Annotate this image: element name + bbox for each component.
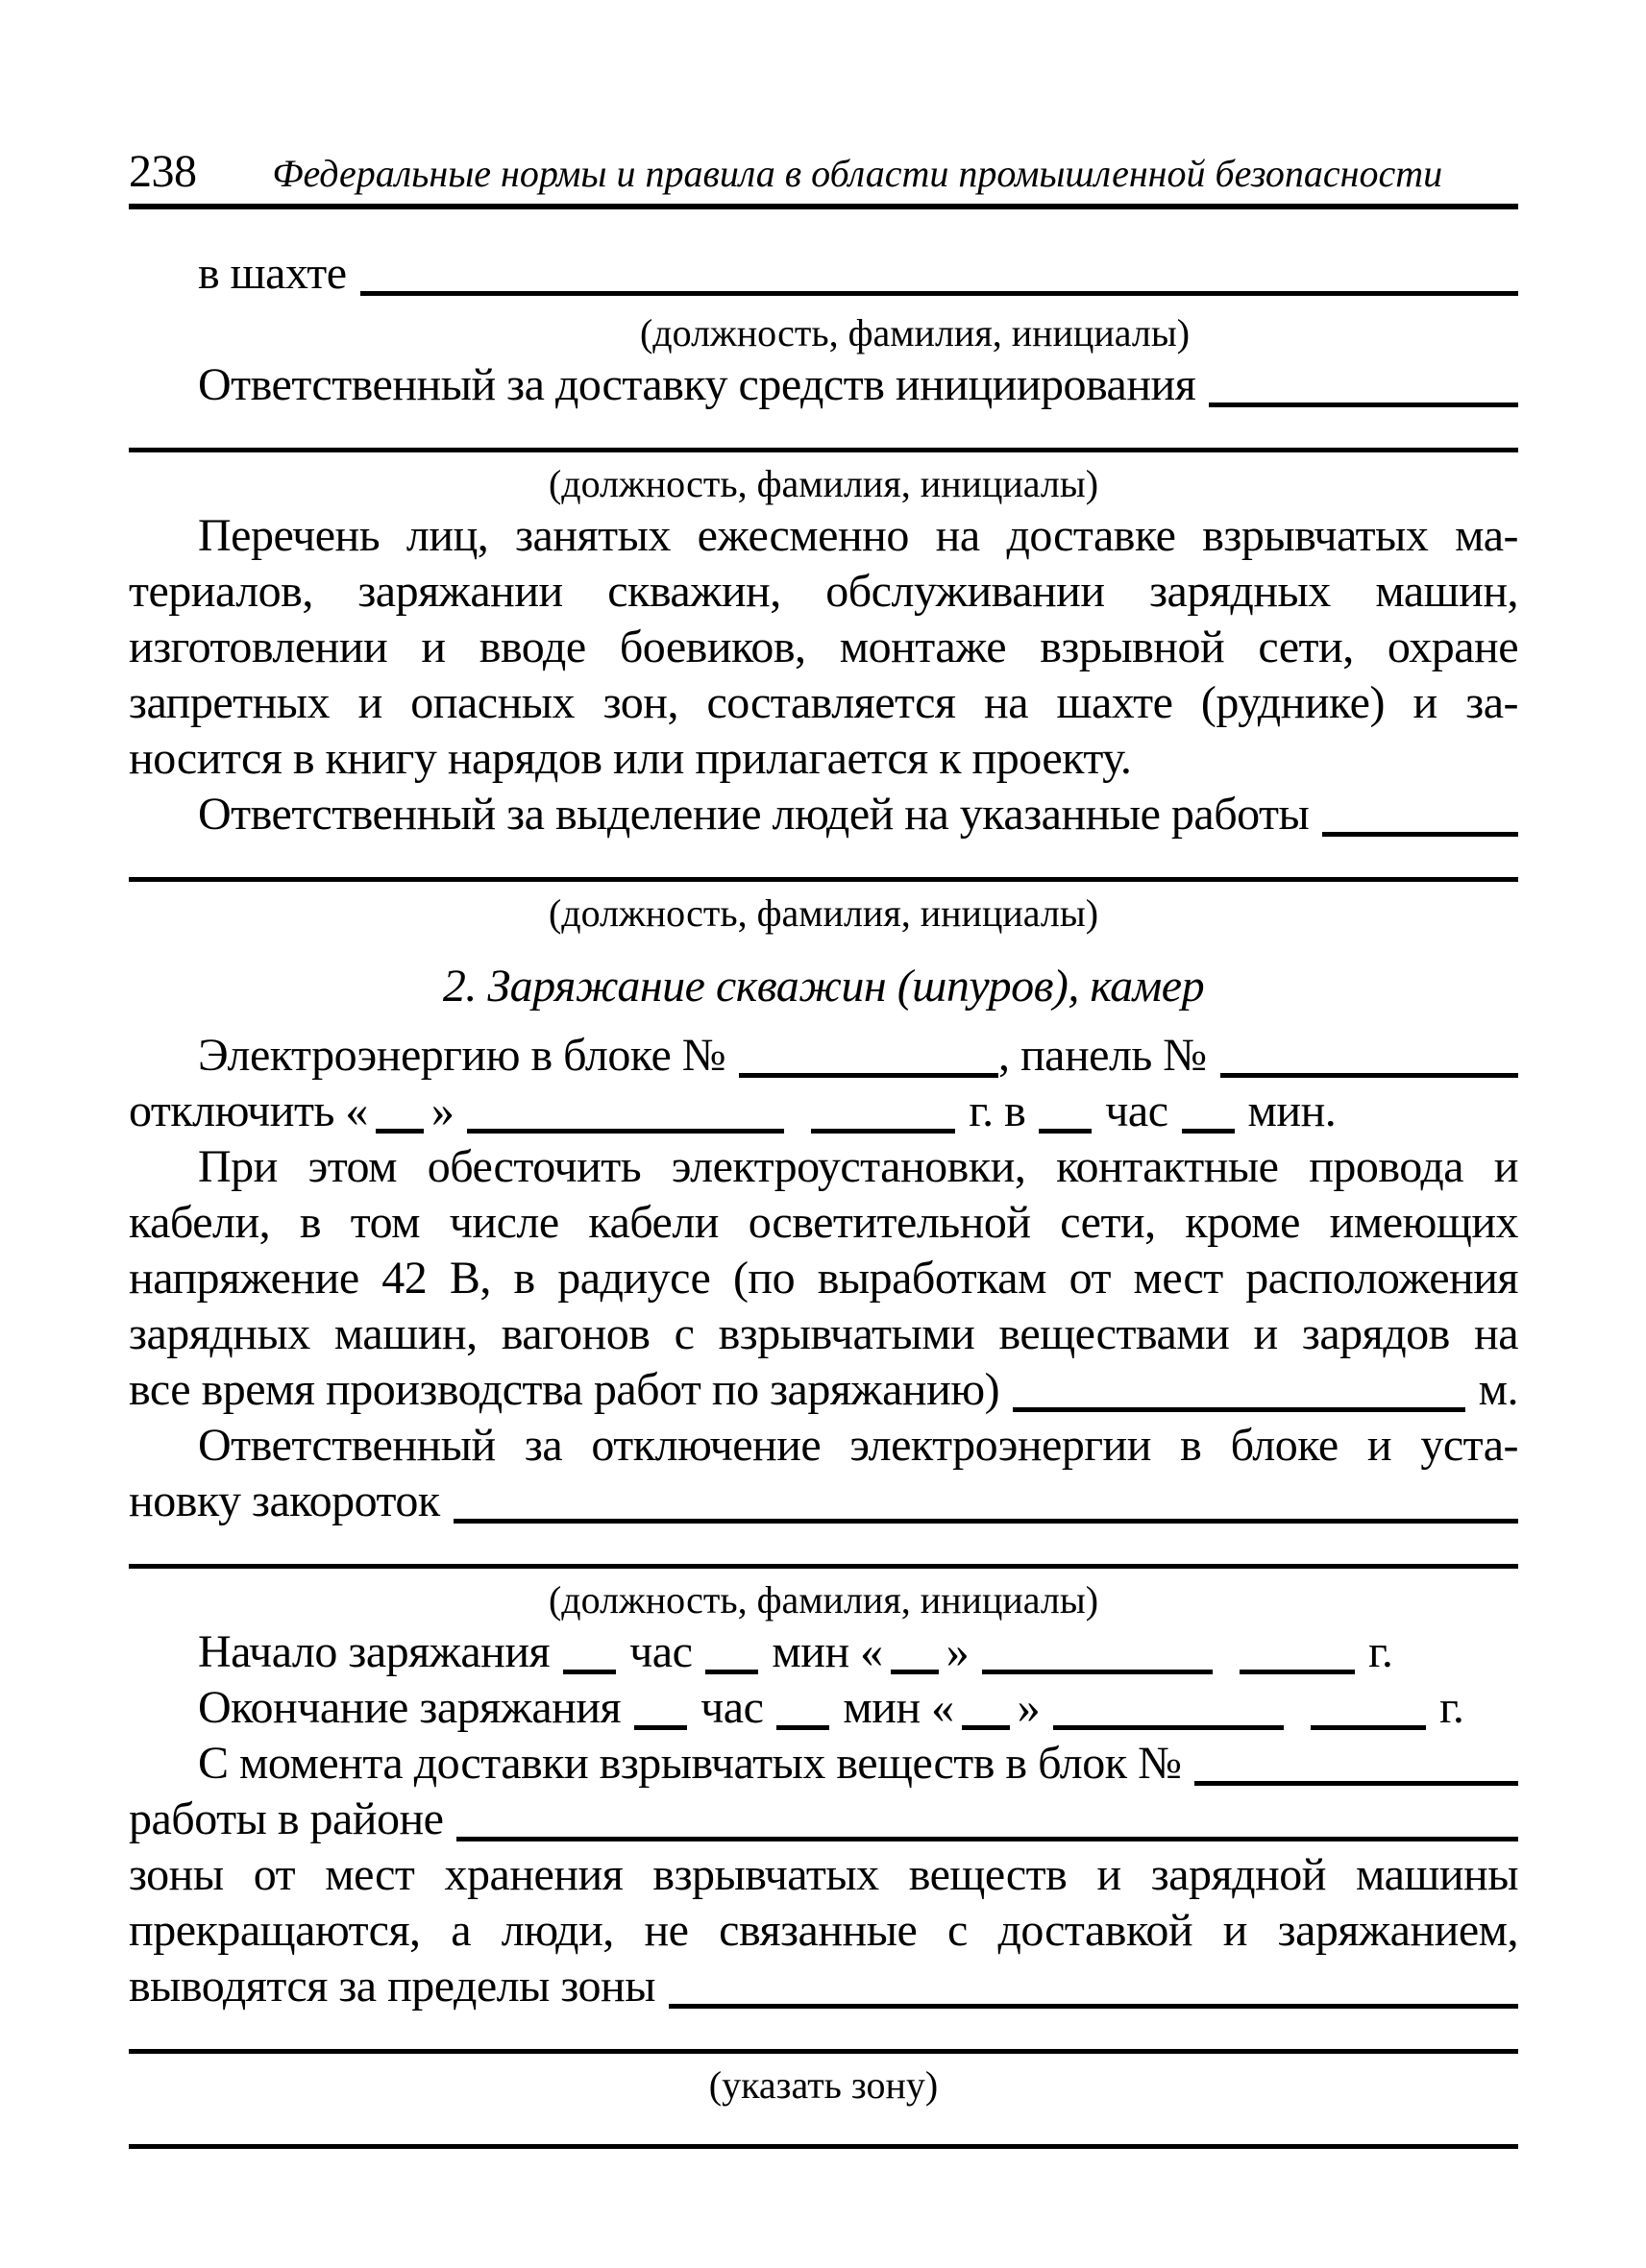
hour-label: час [1105, 1085, 1168, 1136]
caption-zone: (указать зону) [708, 2063, 939, 2107]
paragraph-line: кабели, в том числе кабели осветительной сети, кроме имеющих [129, 1197, 1518, 1248]
paragraph-line: запретных и опасных зон, составляется на шахте (руднике) и за- [129, 677, 1518, 728]
fill-in-blank [563, 1670, 616, 1674]
zone-line: зоны от мест хранения взрывчатых веществ и зарядной машины [129, 1849, 1518, 1900]
fill-in-blank [454, 1519, 1518, 1524]
fill-in-blank [1322, 832, 1518, 837]
paragraph-line-with-blank [129, 1362, 1518, 1418]
delivery-moment-label: С момента доставки взрывчатых веществ в блок № [198, 1738, 1182, 1789]
fill-in-blank [669, 2004, 1518, 2009]
paragraph-line: Перечень лиц, занятых ежесменно на доставке взрывчатых ма- [198, 510, 1518, 561]
year-label: г. [1368, 1626, 1393, 1677]
quote-close: » [1017, 1682, 1041, 1733]
caption-position: (должность, фамилия, инициалы) [639, 311, 1191, 354]
signature-rule [129, 448, 1518, 452]
page-header [129, 144, 1518, 200]
section-heading: 2. Заряжание скважин (шпуров), камер [442, 961, 1205, 1012]
fill-in-blank [1182, 1129, 1235, 1134]
charge-start-label: Начало заряжания [198, 1626, 551, 1677]
power-off-prefix: отключить « [129, 1085, 368, 1136]
fill-in-blank [1194, 1781, 1518, 1786]
caption-position: (должность, фамилия, инициалы) [548, 1578, 1099, 1622]
caption-position: (должность, фамилия, инициалы) [548, 891, 1099, 935]
header-rule [129, 204, 1518, 209]
fill-in-blank [634, 1725, 687, 1730]
hour-label: час [629, 1626, 693, 1677]
power-panel-label: , панель № [997, 1030, 1207, 1081]
row-power-block [129, 1028, 1518, 1084]
paragraph-line: изготовлении и вводе боевиков, монтаже взрывной сети, охране [129, 622, 1518, 672]
paragraph-line: носится в книгу нарядов или прилагается к проекту. [129, 733, 1132, 784]
fill-in-blank [467, 1129, 784, 1134]
minute-label: мин « [772, 1626, 883, 1677]
fill-in-blank [1311, 1725, 1426, 1730]
fill-in-blank [360, 291, 1518, 296]
row-evacuate [129, 1959, 1518, 2014]
row-charge-end [129, 1680, 1518, 1736]
fill-in-blank [776, 1725, 829, 1730]
delivery-responsible-label: Ответственный за доставку средств инициирования [198, 359, 1196, 410]
mine-label: в шахте [198, 248, 347, 299]
power-block-label: Электроэнергию в блоке № [198, 1030, 726, 1081]
power-responsible-line: Ответственный за отключение электроэнергии в блоке и уста- [198, 1420, 1518, 1471]
row-delivery-responsible [129, 357, 1518, 413]
fill-in-blank [1240, 1670, 1355, 1674]
paragraph-line: зарядных машин, вагонов с взрывчатыми веществами и зарядов на [129, 1308, 1518, 1359]
fill-in-blank [456, 1837, 1518, 1841]
header-title: Федеральные нормы и правила в области промышленной безопасности [272, 152, 1443, 195]
paragraph-line: все время производства работ по заряжанию) [129, 1364, 1000, 1415]
charge-end-label: Окончание заряжания [198, 1682, 622, 1733]
quote-close: » [946, 1626, 970, 1677]
fill-in-blank [811, 1129, 955, 1134]
row-shorting-bars [129, 1474, 1518, 1529]
fill-in-blank [705, 1670, 758, 1674]
minute-label: мин. [1247, 1085, 1337, 1136]
row-power-off [129, 1084, 1518, 1139]
paragraph-line: напряжение 42 В, в радиусе (по выработкам от мест расположения [129, 1253, 1518, 1304]
fill-in-blank [376, 1129, 424, 1134]
row-delivery-moment [129, 1736, 1518, 1792]
signature-rule [129, 1564, 1518, 1569]
fill-in-blank [1053, 1725, 1284, 1730]
paragraph-line: При этом обесточить электроустановки, контактные провода и [198, 1141, 1518, 1192]
fill-in-blank [739, 1073, 998, 1078]
fill-in-blank [1220, 1073, 1518, 1078]
allocation-responsible-label: Ответственный за выделение людей на указанные работы [198, 789, 1310, 840]
deenergize-paragraph [129, 1139, 1518, 1418]
signature-rule [129, 877, 1518, 882]
fill-in-blank [891, 1670, 939, 1674]
paragraph-line: териалов, заряжании скважин, обслуживании зарядных машин, [129, 566, 1518, 617]
fill-in-blank [1209, 402, 1518, 407]
fill-in-blank [982, 1670, 1213, 1674]
row-mine [129, 246, 1518, 302]
caption-position: (должность, фамилия, инициалы) [548, 462, 1099, 505]
zone-line: прекращаются, а люди, не связанные с доставкой и заряжанием, [129, 1905, 1518, 1956]
area-label: работы в районе [129, 1793, 444, 1844]
row-charge-start [129, 1624, 1518, 1680]
quote-close: » [430, 1085, 454, 1136]
row-area [129, 1792, 1518, 1847]
signature-rule [129, 2144, 1518, 2149]
fill-in-blank [1039, 1129, 1092, 1134]
shorting-bars-label: новку закороток [129, 1475, 440, 1526]
year-label: г. в [969, 1085, 1026, 1136]
evacuate-label: выводятся за пределы зоны [129, 1961, 655, 2012]
signature-rule [129, 2049, 1518, 2054]
fill-in-blank [1013, 1407, 1465, 1412]
fill-in-blank [962, 1725, 1010, 1730]
hour-label: час [700, 1682, 764, 1733]
meters-label: м. [1478, 1364, 1518, 1415]
page-number: 238 [129, 146, 197, 197]
personnel-paragraph [129, 508, 1518, 787]
row-allocation-responsible [129, 787, 1518, 842]
minute-label: мин « [843, 1682, 954, 1733]
year-label: г. [1439, 1682, 1464, 1733]
